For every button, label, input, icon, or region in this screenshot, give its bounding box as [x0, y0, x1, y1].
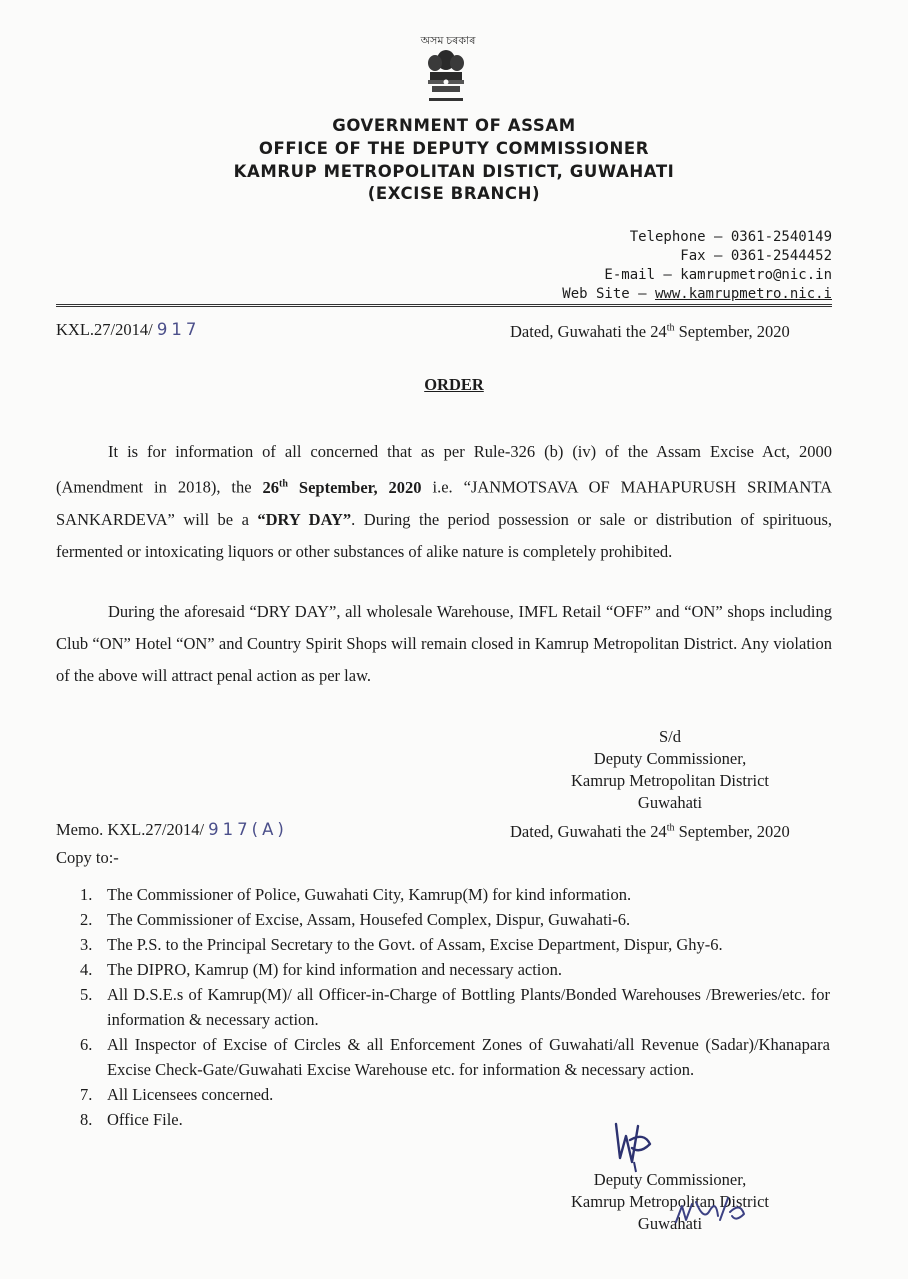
- memo-date-sup: th: [666, 822, 675, 834]
- para1-date-rest: September, 2020: [287, 477, 422, 497]
- reference-handwritten-number: 917: [156, 320, 201, 339]
- state-emblem-icon: [421, 46, 471, 108]
- header-line-government: GOVERNMENT OF ASSAM: [332, 116, 576, 135]
- header-divider-second: [56, 306, 832, 307]
- list-item-text: All D.S.E.s of Kamrup(M)/ all Officer-in-Charge of Bottling Plants/Bonded Warehouses /Breweries/etc. for information & necessary action.: [107, 985, 830, 1029]
- list-item-text: All Inspector of Excise of Circles & all Enforcement Zones of Guwahati/all Revenue (Sadar)/Khanapara Excise Check-Gate/Guwahati Excise Warehouse etc. for information & necessary action.: [107, 1035, 830, 1079]
- para1-date-day: 26: [262, 477, 280, 497]
- order-title: ORDER: [424, 375, 484, 394]
- header-divider: [56, 304, 832, 305]
- list-item-number: 4.: [80, 960, 93, 979]
- para1-text-a: It is for information of all concerned that as per Rule-326 (b) (iv) of the Assam Excise Act, 2000 (Amendment in 2018), the: [56, 442, 832, 497]
- header-line-district: KAMRUP METROPOLITAN DISTICT, GUWAHATI: [233, 162, 675, 181]
- header-line-office: OFFICE OF THE DEPUTY COMMISSIONER: [258, 139, 650, 158]
- memo-handwritten-number: 917(A): [208, 820, 288, 839]
- memo-date-text: Dated, Guwahati the 24: [510, 822, 667, 841]
- list-item-text: The P.S. to the Principal Secretary to the Govt. of Assam, Excise Department, Dispur, Ghy-6.: [107, 935, 723, 954]
- copy-list: [80, 882, 830, 1132]
- list-item: [80, 932, 830, 957]
- reference-prefix: KXL.27/2014/: [56, 320, 153, 339]
- handwritten-signature-icon: [610, 1118, 658, 1176]
- list-item-text: All Licensees concerned.: [107, 1085, 274, 1104]
- list-item-number: 3.: [80, 935, 93, 954]
- list-item: [80, 1032, 830, 1082]
- fax: Fax – 0361-2544452: [680, 248, 832, 264]
- website-label: Web Site –: [562, 286, 655, 302]
- memo-date: [510, 822, 790, 842]
- emblem-caption: অসম চৰকাৰ: [420, 35, 476, 47]
- para1-text-c: . During the period possession or sale or distribution of spirituous, fermented or intoxicating liquors or other substances of alike nature is completely prohibited.: [56, 509, 832, 561]
- final-signatory-city: Guwahati: [637, 1214, 703, 1233]
- list-item-number: 1.: [80, 885, 93, 904]
- final-signatory-title: Deputy Commissioner,: [593, 1170, 747, 1189]
- signatory-title: Deputy Commissioner,: [593, 749, 747, 768]
- memo-number: [56, 820, 288, 840]
- final-signatory-district: Kamrup Metropolitan District: [571, 1192, 769, 1211]
- para1-date-sup: th: [279, 478, 288, 489]
- copy-to-label: Copy to:-: [56, 848, 119, 867]
- list-item: [80, 1107, 830, 1132]
- memo-date-rest: September, 2020: [674, 822, 790, 841]
- list-item: [80, 1082, 830, 1107]
- list-item: [80, 982, 830, 1032]
- signatory-city: Guwahati: [637, 793, 703, 812]
- list-item-text: The Commissioner of Police, Guwahati City, Kamrup(M) for kind information.: [107, 885, 632, 904]
- memo-prefix: Memo. KXL.27/2014/: [56, 820, 205, 839]
- para1-text-b: i.e. “JANMOTSAVA OF MAHAPURUSH SRIMANTA SANKARDEVA” will be a: [56, 477, 832, 529]
- header-line-branch: (EXCISE BRANCH): [367, 184, 541, 203]
- reference-number: [56, 320, 200, 340]
- list-item: [80, 957, 830, 982]
- order-date-text: Dated, Guwahati the 24: [510, 322, 667, 341]
- website-link[interactable]: www.kamrupmetro.nic.i: [654, 286, 832, 302]
- para1-dry-day: “DRY DAY”: [257, 509, 352, 529]
- list-item-text: Office File.: [107, 1110, 183, 1129]
- list-item: [80, 907, 830, 932]
- telephone: Telephone – 0361-2540149: [629, 229, 832, 245]
- list-item-number: 8.: [80, 1110, 93, 1129]
- order-date: [510, 322, 790, 342]
- list-item: [80, 882, 830, 907]
- email: E-mail – kamrupmetro@nic.in: [604, 267, 832, 283]
- website: [562, 286, 832, 302]
- list-item-number: 5.: [80, 985, 93, 1004]
- list-item-text: The DIPRO, Kamrup (M) for kind information and necessary action.: [107, 960, 563, 979]
- order-date-rest: September, 2020: [674, 322, 790, 341]
- signatory-district: Kamrup Metropolitan District: [571, 771, 769, 790]
- handwritten-initials-icon: [670, 1192, 760, 1234]
- list-item-number: 7.: [80, 1085, 93, 1104]
- signed-indicator: S/d: [658, 727, 681, 746]
- order-paragraph-2: During the aforesaid “DRY DAY”, all wholesale Warehouse, IMFL Retail “OFF” and “ON” shops including Club “ON” Hotel “ON” and Country Spirit Shops will remain closed in Kamrup Metropolitan District. Any violation of the above will attract penal action as per law.: [56, 602, 832, 685]
- list-item-text: The Commissioner of Excise, Assam, Housefed Complex, Dispur, Guwahati-6.: [107, 910, 631, 929]
- list-item-number: 6.: [80, 1035, 93, 1054]
- list-item-number: 2.: [80, 910, 93, 929]
- order-paragraph-1: [56, 436, 832, 568]
- order-date-sup: th: [666, 322, 675, 334]
